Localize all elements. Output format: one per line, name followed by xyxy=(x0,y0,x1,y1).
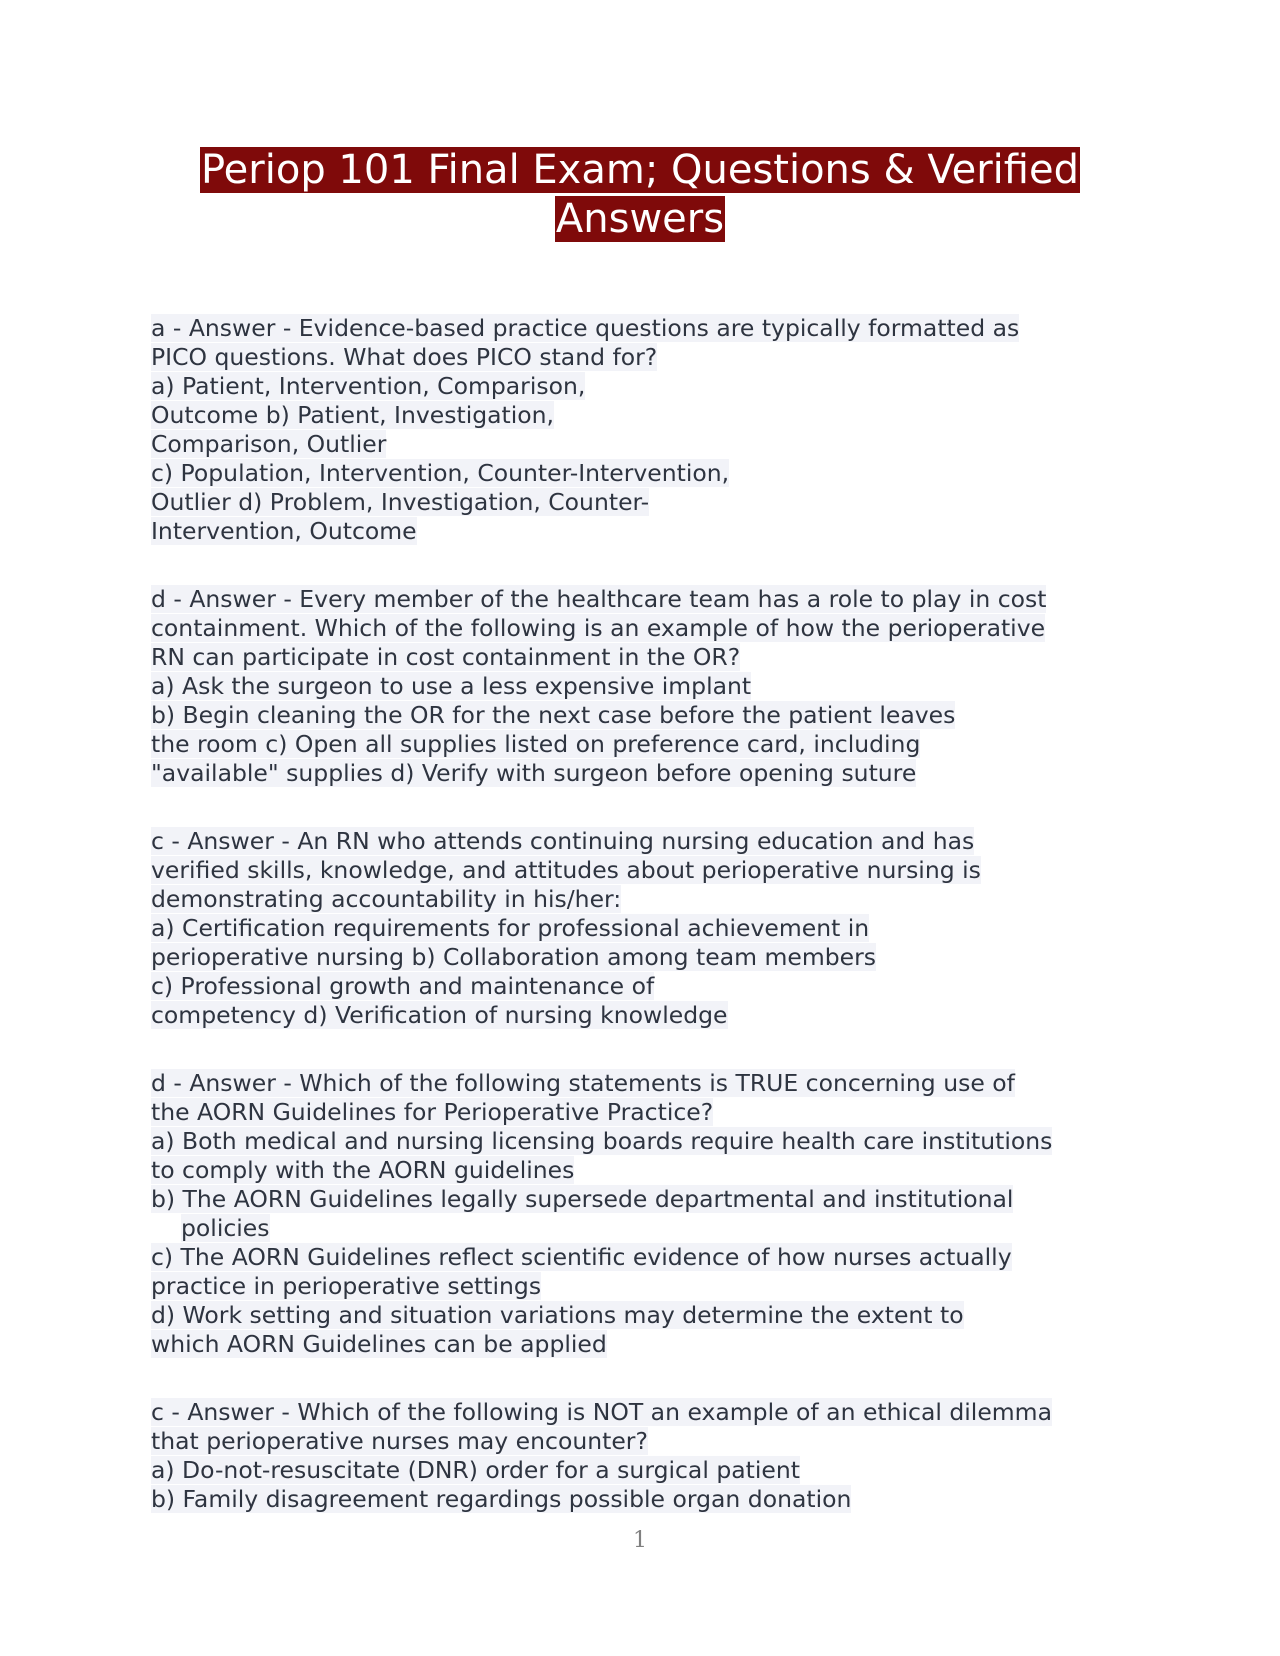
document-body xyxy=(151,314,1151,1553)
text-line: the AORN Guidelines for Perioperative Practice? xyxy=(151,1098,714,1126)
text-line: c) Population, Intervention, Counter-Intervention, xyxy=(151,459,730,487)
text-line: c - Answer - Which of the following is NOT an example of an ethical dilemma xyxy=(151,1398,1052,1426)
text-line: Intervention, Outcome xyxy=(151,517,417,545)
text-line: verified skills, knowledge, and attitudes about perioperative nursing is xyxy=(151,856,981,884)
text-line: b) Begin cleaning the OR for the next case before the patient leaves xyxy=(151,701,956,729)
text-line: a) Both medical and nursing licensing boards require health care institutions xyxy=(151,1127,1053,1155)
text-line: PICO questions. What does PICO stand for? xyxy=(151,343,658,371)
text-line: b) Family disagreement regardings possible organ donation xyxy=(151,1485,852,1513)
text-line: containment. Which of the following is an example of how the perioperative xyxy=(151,614,1046,642)
text-line: d) Work setting and situation variations may determine the extent to xyxy=(151,1301,964,1329)
text-line: a - Answer - Evidence-based practice questions are typically formatted as xyxy=(151,314,1020,342)
text-line: that perioperative nurses may encounter? xyxy=(151,1427,648,1455)
text-line: a) Patient, Intervention, Comparison, xyxy=(151,372,586,400)
text-line: Comparison, Outlier xyxy=(151,430,387,458)
document-title xyxy=(0,146,1280,244)
text-line: Outlier d) Problem, Investigation, Counter- xyxy=(151,488,650,516)
text-line: perioperative nursing b) Collaboration among team members xyxy=(151,943,877,971)
text-line: c - Answer - An RN who attends continuing nursing education and has xyxy=(151,827,975,855)
text-line: d - Answer - Which of the following statements is TRUE concerning use of xyxy=(151,1069,1015,1097)
text-line: a) Do-not-resuscitate (DNR) order for a surgical patient xyxy=(151,1456,800,1484)
text-line: competency d) Verification of nursing knowledge xyxy=(151,1001,728,1029)
title-line-2: Answers xyxy=(555,196,725,242)
text-line: which AORN Guidelines can be applied xyxy=(151,1330,607,1358)
text-line: to comply with the AORN guidelines xyxy=(151,1156,575,1184)
text-line: d - Answer - Every member of the healthcare team has a role to play in cost xyxy=(151,585,1047,613)
question-block-1 xyxy=(151,314,1151,546)
question-block-5 xyxy=(151,1398,1151,1514)
title-line-1: Periop 101 Final Exam; Questions & Verified xyxy=(200,147,1079,193)
text-line: policies xyxy=(181,1214,270,1242)
text-line: practice in perioperative settings xyxy=(151,1272,542,1300)
text-line: c) Professional growth and maintenance of xyxy=(151,972,655,1000)
text-line: demonstrating accountability in his/her: xyxy=(151,885,622,913)
question-block-2 xyxy=(151,585,1151,788)
text-line: "available" supplies d) Verify with surgeon before opening suture xyxy=(151,759,917,787)
text-line: a) Ask the surgeon to use a less expensive implant xyxy=(151,672,752,700)
text-line: c) The AORN Guidelines reflect scientific evidence of how nurses actually xyxy=(151,1243,1012,1271)
question-block-3 xyxy=(151,827,1151,1030)
page-number: 1 xyxy=(633,1528,647,1553)
text-line: Outcome b) Patient, Investigation, xyxy=(151,401,555,429)
text-line: a) Certification requirements for professional achievement in xyxy=(151,914,870,942)
text-line: b) The AORN Guidelines legally supersede departmental and institutional xyxy=(151,1185,1014,1213)
text-line: RN can participate in cost containment in the OR? xyxy=(151,643,741,671)
text-line: the room c) Open all supplies listed on preference card, including xyxy=(151,730,921,758)
question-block-4 xyxy=(151,1069,1151,1359)
